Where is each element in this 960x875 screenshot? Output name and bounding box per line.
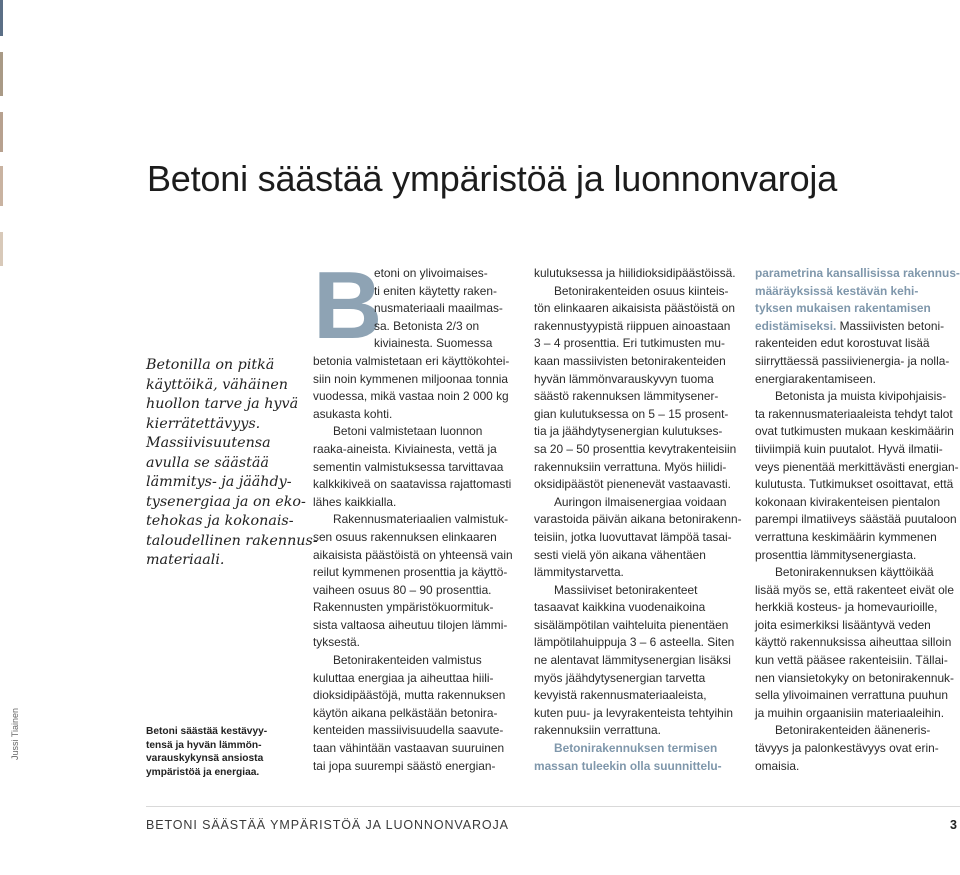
footer-divider [146,806,960,807]
column1-line: Rakennusten ympäristökuormituk- [313,600,494,615]
column2-line: Auringon ilmaisenergiaa voidaan [554,494,727,509]
lead-line: avulla se säästää [146,454,269,471]
column1-line: dioksidipäästöjä, mutta rakennuksen [313,688,506,703]
column2-line: massan tuleekin olla suunnittelu- [534,758,722,773]
column2-line: lämmitystarvetta. [534,565,624,580]
column3-line: rakenteiden edut korostuvat lisää [755,336,930,351]
column1-line: tai jopa suurempi säästö energian- [313,758,496,773]
column2-line: oksidipäästöt pienenevät vastaavasti. [534,477,731,492]
column1-line: Betonirakenteiden valmistus [333,653,482,668]
lead-line: Betonilla on pitkä [146,357,275,373]
column1-line: raaka-aineista. Kiviainesta, vettä ja [313,441,497,456]
column1-line: nusmateriaali maailmas- [374,301,503,316]
column2-line: tasaavat kaikkina vuodenaikoina [534,600,706,615]
column3-line: tävyys ja palonkestävyys ovat erin- [755,741,939,756]
column3-line: prosenttia lämmitysenergiasta. [755,547,917,562]
lead-line: käyttöikä, vähäinen [146,376,288,393]
column3-line: kokonaan kivirakenteisen pientalon [755,494,941,509]
column3-line: herkkiä kosteus- ja homevaurioille, [755,600,938,615]
column1-line: sista valtaosa aiheutuu tilojen lämmi- [313,617,508,632]
column2-line: tia ja jäähdytysenergian kulutukses- [534,424,723,439]
column3-line: tiiviimpiä kuin puutalot. Hyvä ilmatii- [755,441,943,456]
column3-line: sella ylivoimainen verrattuna puuhun [755,688,949,703]
column1-line: vaiheen osuus 80 – 90 prosenttia. [313,582,492,597]
lead-line: tysenergiaa ja on eko- [146,493,306,510]
column2-line: Betonirakenteiden osuus kiinteis- [554,283,729,298]
column1-line: kuluttaa energiaa ja aiheuttaa hiili- [313,670,494,685]
column1-line: sa. Betonista 2/3 on [374,318,480,333]
body-column-1 [313,265,518,775]
column1-line: kenteiden massiivisuudella saavute- [313,723,504,738]
column1-line: tyksestä. [313,635,360,650]
column1-line: aikaisista päästöistä on yhteensä vain [313,547,513,562]
column2-line: ne alentavat lämmitysenergian lisäksi [534,653,731,668]
body-column-2 [534,265,744,775]
column2-line: kaan massiivisten betonirakenteiden [534,353,726,368]
left-edge-color-marks [0,0,3,875]
column3-line [755,318,960,336]
column3-line: ovat tutkimusten mukaan keskimäärin [755,424,954,439]
footer-running-title: BETONI SÄÄSTÄÄ YMPÄRISTÖÄ JA LUONNONVAROJA [146,818,509,832]
column1-line: lähes kaikkialla. [313,494,397,509]
column3-line: Betonirakenteiden ääneneris- [775,723,931,738]
column2-line: hyvän lämmönvarauskyvyn tuoma [534,371,714,386]
column3-line: joita esimerkiksi lisääntyvä veden [755,617,931,632]
lead-line: materiaali. [146,552,225,568]
caption-line: Betoni säästää kestävyy- [146,726,268,737]
column3-line: ja muihin orgaanisiin materiaaleihin. [755,705,945,720]
column2-line: sesti vielä yön aikana vähentäen [534,547,706,562]
column1-line: betonia valmistetaan eri käyttökohtei- [313,353,510,368]
column1-line: vuodessa, mikä vastaa noin 2 000 kg [313,389,509,404]
column3-line: siirryttäessä passiivienergia- ja nolla- [755,353,950,368]
column1-line: kalkkikiveä on saatavissa rajattomasti [313,477,512,492]
highlight-text: edistämiseksi. [755,318,837,333]
lead-line: Massiivisuutensa [146,435,271,451]
body-column-3 [755,265,960,775]
column3-line: tyksen mukaisen rakentamisen [755,301,931,316]
lead-paragraph [146,356,318,571]
column1-line: kiviainesta. Suomessa [374,336,493,351]
column2-line: säästö rakennuksen lämmitysener- [534,389,719,404]
column3-line: ta rakennusmateriaaleista tehdyt talot [755,406,953,421]
column3-line: verrattuna keskimäärin kymmenen [755,529,937,544]
column1-line: Rakennusmateriaalien valmistuk- [333,512,509,527]
caption-line: ympäristöä ja energiaa. [146,766,260,778]
lead-line: huollon tarve ja hyvä [146,396,299,412]
column2-line: 3 – 4 prosenttia. Eri tutkimusten mu- [534,336,725,351]
column2-line: rakennustyypistä riippuen ainoastaan [534,318,731,333]
column3-line: omaisia. [755,758,800,773]
column3-line: kun vettä pääsee rakenteisiin. Tällai- [755,653,948,668]
column2-line: lämpötilahuippuja 3 – 6 asteella. Siten [534,635,735,650]
column1-line: etoni on ylivoimaises- [374,266,488,280]
column1-line: sen osuus rakennuksen elinkaaren [313,529,497,544]
column2-line: Massiiviset betonirakenteet [554,582,698,597]
column1-line: käytön aikana pelkästään betonira- [313,705,498,720]
column1-line: asukasta kohti. [313,406,393,421]
column3-text: Massiivisten betoni- [839,318,945,333]
column3-line: Betonista ja muista kivipohjaisis- [775,389,947,404]
column3-line: veys pienentää merkittävästi energian- [755,459,959,474]
column2-line: kulutuksessa ja hiilidioksidipäästöissä. [534,266,736,280]
column3-line: energiarakentamiseen. [755,371,876,386]
column2-line: teisiin, jotka luovuttavat lämpöä tasai- [534,529,732,544]
column3-line: kulutusta. Tutkimukset osoittavat, että [755,477,954,492]
column3-line: parametrina kansallisissa rakennus- [755,266,960,280]
column2-line: varastoida päivän aikana betonirakenn- [534,512,742,527]
drop-cap: B [313,252,383,359]
column2-line: myös jäähdytysenergian tarvetta [534,670,706,685]
column2-line: gian kulutuksessa on 5 – 15 prosent- [534,406,729,421]
photo-credit: Jussi Tiainen [10,707,20,760]
lead-line: tehokas ja kokonais- [146,513,294,529]
column2-line: Betonirakennuksen termisen [554,741,718,756]
column1-line: reilut kymmenen prosenttia ja käyttö- [313,565,508,580]
page-title: Betoni säästää ympäristöä ja luonnonvaroja [147,158,838,199]
column2-line: rakennuksiin verrattuna. [534,723,661,738]
column2-line: sisälämpötilan vaihteluita pienentäen [534,617,729,632]
lead-line: taloudellinen rakennus- [146,532,318,549]
caption-line: varauskykynsä ansiosta [146,753,264,765]
column3-line: määräyksissä kestävän kehi- [755,283,919,298]
column2-line: kuten puu- ja levyrakenteista tehtyihin [534,705,733,720]
column3-line: nen viansietokyky on betonirakennuk- [755,670,954,685]
lead-line: kierrätettävyys. [146,415,261,432]
lead-line: lämmitys- ja jäähdy- [146,474,292,490]
column2-line: kevyistä rakennusmateriaaleista, [534,688,707,703]
column1-line: ti eniten käytetty raken- [374,283,497,298]
column1-line: siin noin kymmenen miljoonaa tonnia [313,371,508,386]
column1-line: sementin valmistuksessa tarvittavaa [313,459,504,474]
column2-line: tön elinkaaren aikaisista päästöistä on [534,301,735,316]
column3-line: parempi ilmatiiveys säästää puutaloon [755,512,957,527]
column2-line: rakennuksiin verrattuna. Myös hiilidi- [534,459,727,474]
column3-line: lisää myös se, että rakenteet eivät ole [755,582,954,597]
column1-line: taan vähintään vastaavan suuruinen [313,741,505,756]
column3-line: Betonirakennuksen käyttöikää [775,565,934,580]
column2-line: sa 20 – 50 prosenttia kevytrakenteisiin [534,441,737,456]
page-number: 3 [950,818,957,832]
column1-line: Betoni valmistetaan luonnon [333,424,483,439]
photo-caption [146,725,286,779]
column3-line: käyttö rakennuksissa aiheuttaa silloin [755,635,952,650]
caption-line: tensä ja hyvän lämmön- [146,739,262,751]
